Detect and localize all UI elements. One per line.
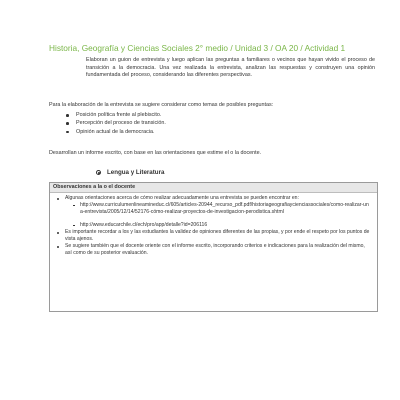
note-text: Algunas orientaciones acerca de cómo realizar adecuadamente una entrevista se pueden encontrar en:: [65, 195, 299, 201]
link-list: [65, 202, 371, 229]
topic-item: Opinión actual de la democracia.: [66, 128, 166, 136]
resource-link[interactable]: http://www.educarchile.cl/ech/pro/app/detalle?id=206116: [72, 222, 371, 229]
note-item: Es importante recordar a los y las estudiantes la validez de opiniones diferentes de las propias, y por ende el respeto por los puntos de vista ajenos.: [56, 229, 371, 243]
closing-text: Desarrollan un informe escrito, con base en las orientaciones que estime el o la docente.: [49, 150, 262, 156]
teacher-notes-heading: Observaciones a la o el docente: [50, 183, 377, 193]
topic-item: Posición política frente al plebiscito.: [66, 111, 166, 119]
note-item: Se sugiere también que el docente oriente con el informe escrito, incorporando criterios e indicaciones para la realización del mismo, así como de su posterior evaluación.: [56, 243, 371, 257]
page-title: Historia, Geografía y Ciencias Sociales 2° medio / Unidad 3 / OA 20 / Actividad 1: [49, 43, 346, 53]
note-item: [56, 195, 371, 229]
section-heading: [96, 169, 164, 176]
topics-list: [66, 111, 166, 136]
topics-lead-text: Para la elaboración de la entrevista se sugiere considerar como temas de posibles preguntas:: [49, 102, 274, 108]
target-icon: [96, 170, 101, 175]
resource-link[interactable]: http://www.curriculumenlineamineduc.cl/605/articles-20944_recurso_pdf.pdf/historiageografiaycienciassociales/como-realizar-una-entrevista/2005/12/14/52176-cómo-realizar-proyectos-de-investigacion-perodistica.shtml: [72, 202, 371, 216]
teacher-notes-list: [50, 193, 377, 258]
teacher-notes-box: [49, 182, 378, 312]
section-label: Lengua y Literatura: [107, 169, 165, 176]
topic-item: Percepción del proceso de transición.: [66, 119, 166, 127]
activity-description: Elaboran un guion de entrevista y luego aplican las preguntas a familiares o vecinos que hayan vivido el proceso de transición a la democracia. Una vez realizada la entrevista, analizan las respuestas y construyen una opinión fundamentada del proceso, considerando las diferentes perspectivas.: [86, 57, 375, 79]
